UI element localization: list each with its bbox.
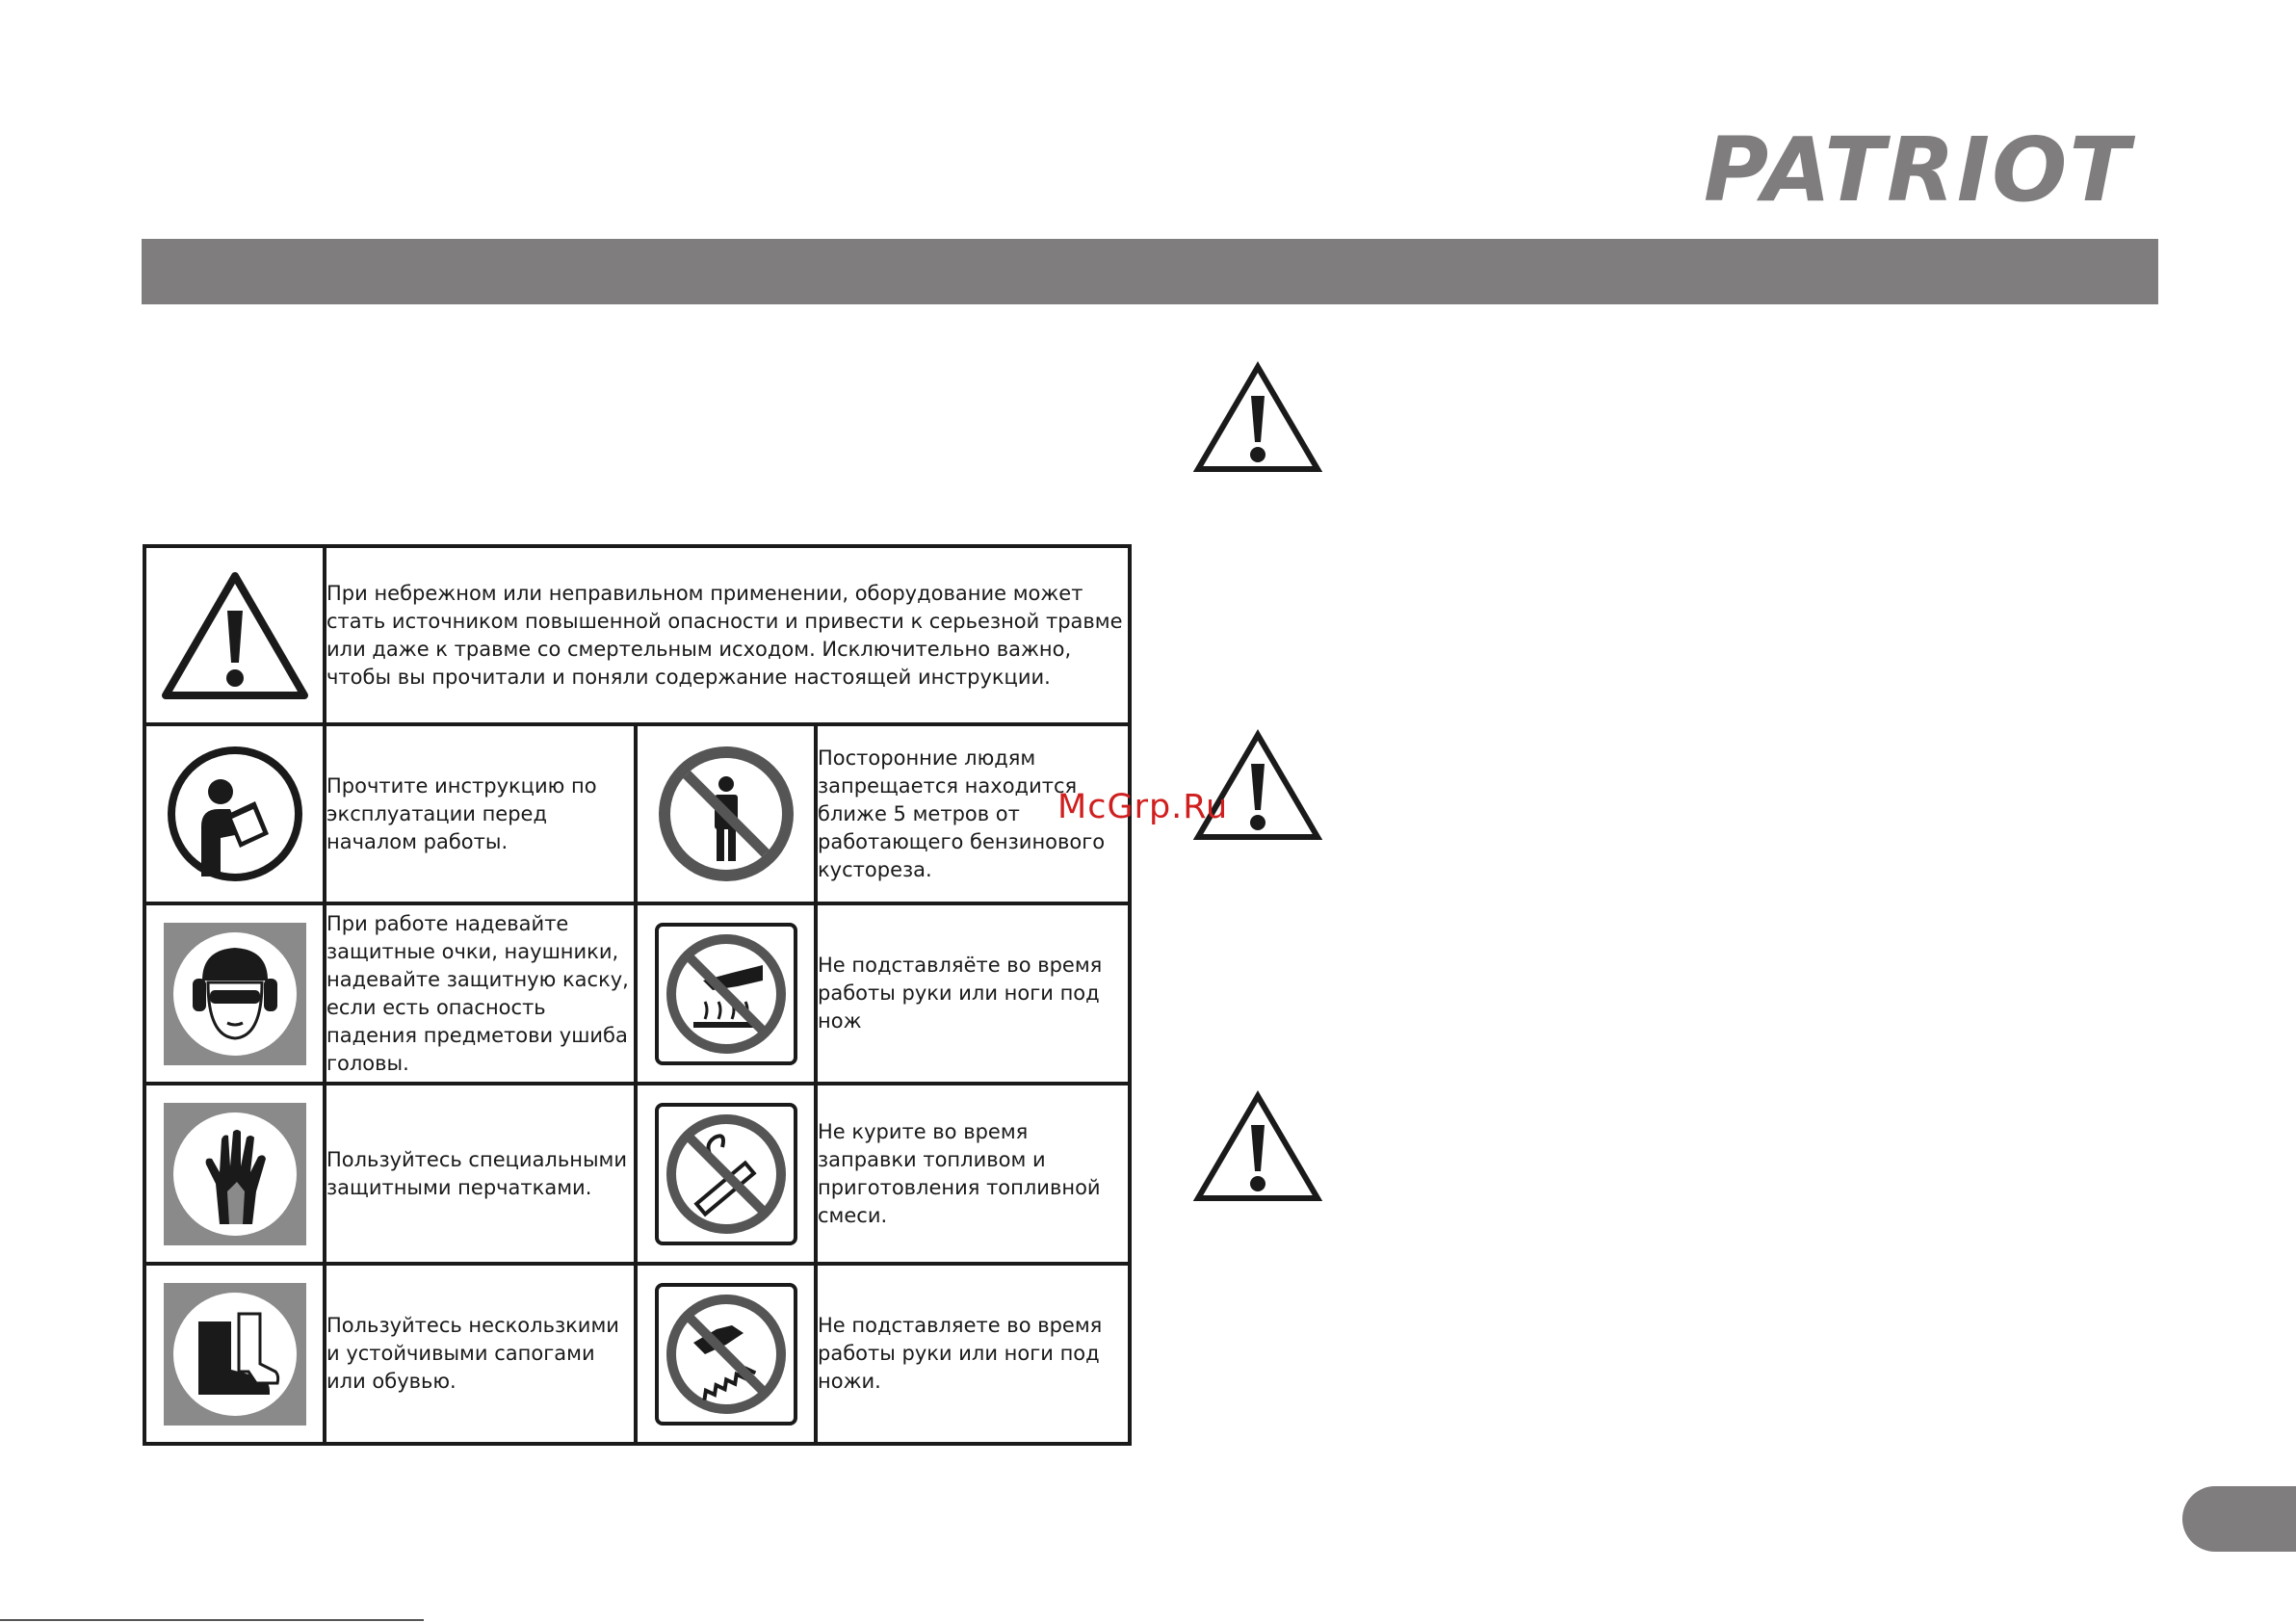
gloves-icon bbox=[164, 1103, 306, 1245]
warning-triangle-icon bbox=[1192, 1090, 1323, 1204]
safety-table bbox=[143, 544, 1132, 1446]
table-row bbox=[144, 546, 1130, 724]
bottom-rule bbox=[0, 1619, 424, 1621]
boots-text: Пользуйтесь нескользкими и устойчивыми сапогами или обувью. bbox=[325, 1264, 636, 1444]
protective-gear-icon bbox=[164, 923, 306, 1065]
table-row bbox=[144, 724, 1130, 903]
patriot-logo bbox=[1672, 127, 2163, 210]
no-bystanders-text: Посторонние людям запрещается находится ближе 5 метров от работающего бензинового кустореза. bbox=[816, 724, 1130, 903]
no-smoking-icon bbox=[655, 1103, 797, 1245]
no-smoking-text: Не курите во время заправки топливом и приготовления топливной смеси. bbox=[816, 1084, 1130, 1264]
warning-triangle-icon bbox=[158, 568, 312, 703]
table-row bbox=[144, 1264, 1130, 1444]
header-band bbox=[142, 239, 2158, 304]
boots-icon bbox=[164, 1283, 306, 1426]
gloves-text: Пользуйтесь специальными защитными перчатками. bbox=[325, 1084, 636, 1264]
intro-icon-cell bbox=[144, 546, 325, 724]
page-tab bbox=[2182, 1486, 2296, 1552]
table-row bbox=[144, 1084, 1130, 1264]
no-hands-blade-text: Не подставляете во время работы руки или ноги под ножи. bbox=[816, 1264, 1130, 1444]
protective-gear-text: При работе надевайте защитные очки, наушники, надевайте защитную каску, если есть опасность падения предметови ушиба головы. bbox=[325, 903, 636, 1084]
watermark: McGrp.Ru bbox=[1057, 788, 1229, 826]
no-hands-hot-surface-text: Не подставляёте во время работы руки или ноги под нож bbox=[816, 903, 1130, 1084]
intro-text: При небрежном или неправильном применении, оборудование может стать источником повышенной опасности и привести к серьезной травме или даже к травме со смертельным исходом. Исключительно важно, чтобы вы прочитали и поняли содержание настоящей инструкции. bbox=[325, 546, 1130, 724]
no-bystanders-icon bbox=[654, 742, 798, 886]
warning-triangle-icon bbox=[1192, 361, 1323, 475]
read-manual-icon bbox=[163, 742, 307, 886]
table-row bbox=[144, 903, 1130, 1084]
no-hands-blade-icon bbox=[655, 1283, 797, 1426]
logo-text: PATRIOT bbox=[1703, 127, 2132, 210]
read-manual-text: Прочтите инструкцию по эксплуатации перед началом работы. bbox=[325, 724, 636, 903]
no-hands-hot-surface-icon bbox=[655, 923, 797, 1065]
